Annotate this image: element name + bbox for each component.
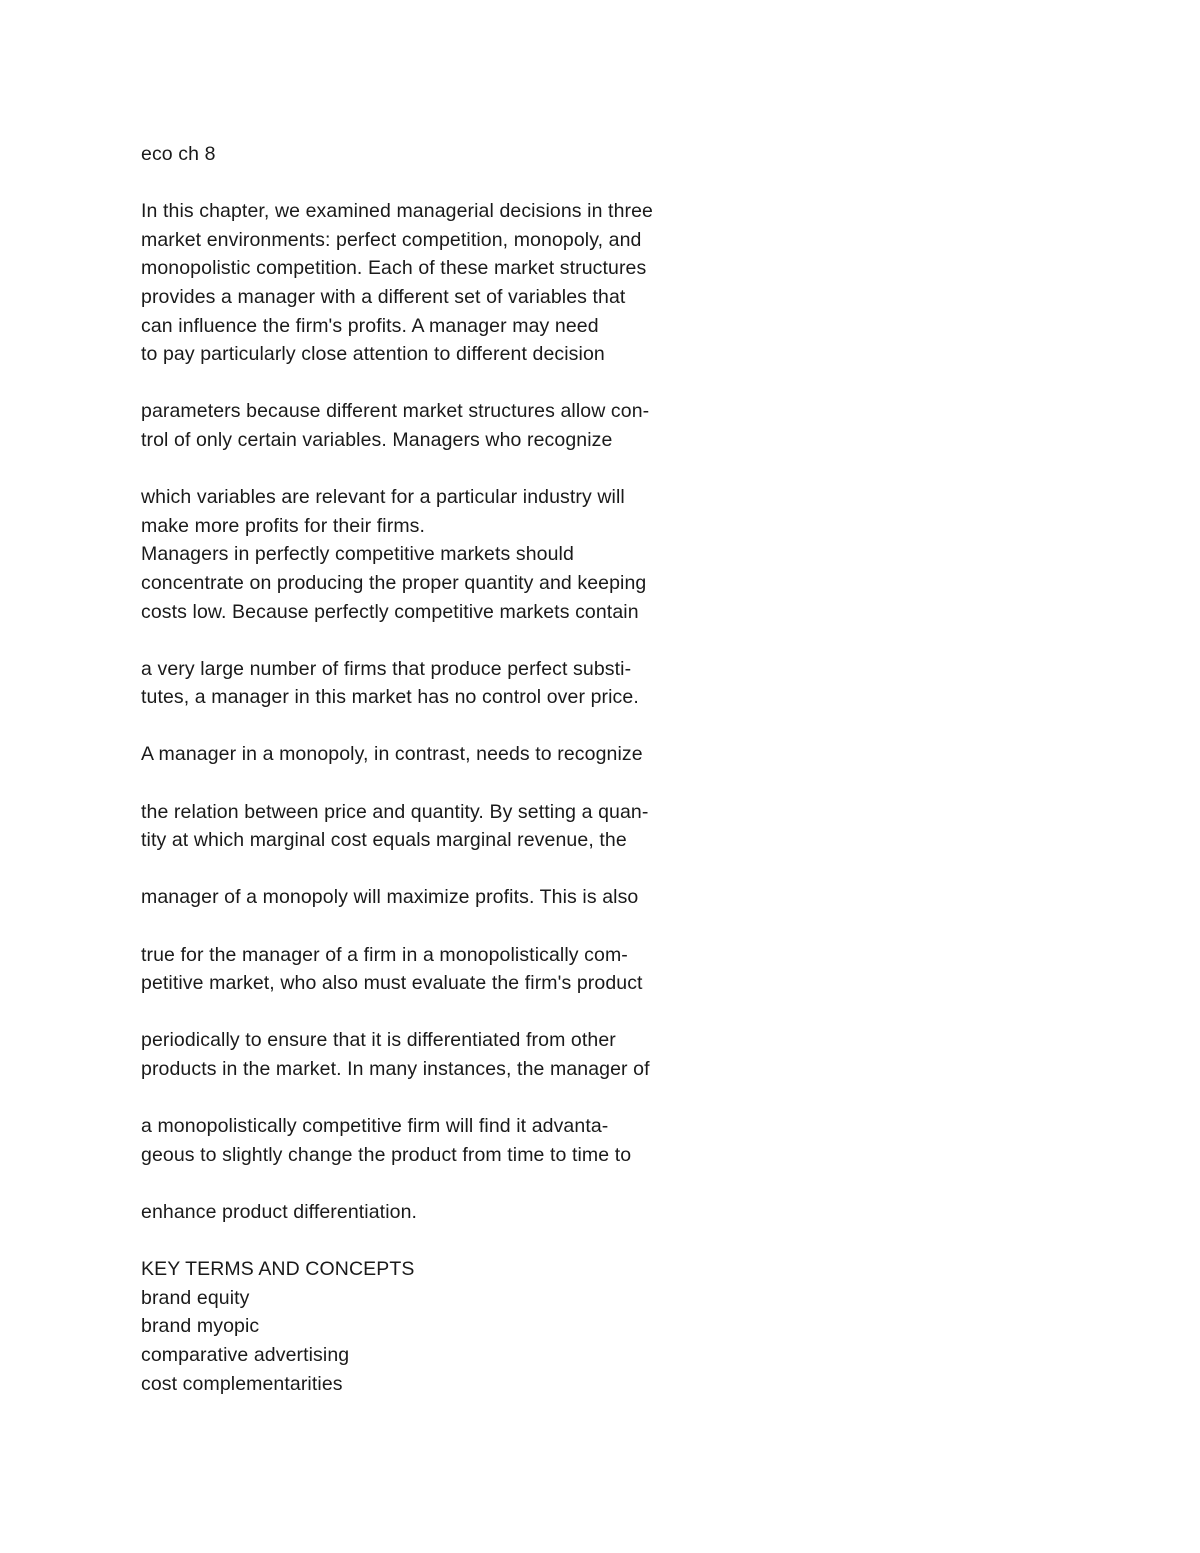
text-line: a very large number of firms that produce perfect substi-: [141, 657, 632, 680]
paragraph: [141, 798, 761, 855]
paragraph: [141, 655, 761, 712]
text-line: concentrate on producing the proper quantity and keeping: [141, 571, 647, 594]
text-line: can influence the firm's profits. A manager may need: [141, 314, 599, 337]
paragraph: [141, 197, 761, 369]
document-title: eco ch 8: [141, 143, 216, 165]
paragraph: [141, 397, 761, 454]
paragraph: [141, 1112, 761, 1169]
spacer: [141, 1227, 761, 1256]
key-term-item: brand myopic: [141, 1315, 260, 1338]
text-line: petitive market, who also must evaluate the firm's product: [141, 972, 643, 995]
spacer: [141, 769, 761, 798]
text-line: periodically to ensure that it is differentiated from other: [141, 1029, 616, 1052]
paragraph: [141, 483, 761, 626]
paragraph: [141, 1198, 761, 1227]
text-line: enhance product differentiation.: [141, 1200, 418, 1223]
text-line: parameters because different market structures allow con-: [141, 400, 650, 423]
text-line: monopolistic competition. Each of these market structures: [141, 257, 647, 280]
key-terms-list: [141, 1284, 761, 1398]
spacer: [141, 369, 761, 398]
paragraph: [141, 1026, 761, 1083]
key-terms-heading: KEY TERMS AND CONCEPTS: [141, 1258, 415, 1281]
text-line: A manager in a monopoly, in contrast, needs to recognize: [141, 743, 643, 766]
text-line: trol of only certain variables. Managers who recognize: [141, 428, 613, 451]
text-line: make more profits for their firms.: [141, 514, 426, 537]
paragraph: [141, 740, 761, 769]
spacer: [141, 1169, 761, 1198]
text-line: costs low. Because perfectly competitive markets contain: [141, 600, 639, 623]
document-body: [141, 140, 761, 1398]
text-line: In this chapter, we examined managerial decisions in three: [141, 200, 653, 223]
text-line: Managers in perfectly competitive markets should: [141, 543, 574, 566]
text-line: market environments: perfect competition, monopoly, and: [141, 228, 642, 251]
text-line: provides a manager with a different set of variables that: [141, 285, 626, 308]
spacer: [141, 455, 761, 484]
paragraph: [141, 883, 761, 912]
text-line: manager of a monopoly will maximize profits. This is also: [141, 886, 639, 909]
key-term-item: brand equity: [141, 1286, 250, 1309]
text-line: a monopolistically competitive firm will find it advanta-: [141, 1115, 609, 1138]
text-line: true for the manager of a firm in a monopolistically com-: [141, 943, 628, 966]
text-line: products in the market. In many instances, the manager of: [141, 1058, 650, 1080]
key-term-item: cost complementarities: [141, 1372, 343, 1395]
spacer: [141, 912, 761, 941]
text-line: the relation between price and quantity. By setting a quan-: [141, 800, 649, 823]
spacer: [141, 712, 761, 741]
spacer: [141, 855, 761, 884]
spacer: [141, 1084, 761, 1113]
spacer: [141, 998, 761, 1027]
text-line: tutes, a manager in this market has no control over price.: [141, 686, 639, 709]
text-line: which variables are relevant for a particular industry will: [141, 486, 625, 509]
spacer: [141, 626, 761, 655]
text-line: to pay particularly close attention to different decision: [141, 343, 605, 366]
text-line: geous to slightly change the product from time to time to: [141, 1143, 632, 1166]
paragraph: [141, 941, 761, 998]
text-line: tity at which marginal cost equals marginal revenue, the: [141, 829, 627, 852]
key-term-item: comparative advertising: [141, 1343, 350, 1366]
spacer: [141, 169, 761, 198]
